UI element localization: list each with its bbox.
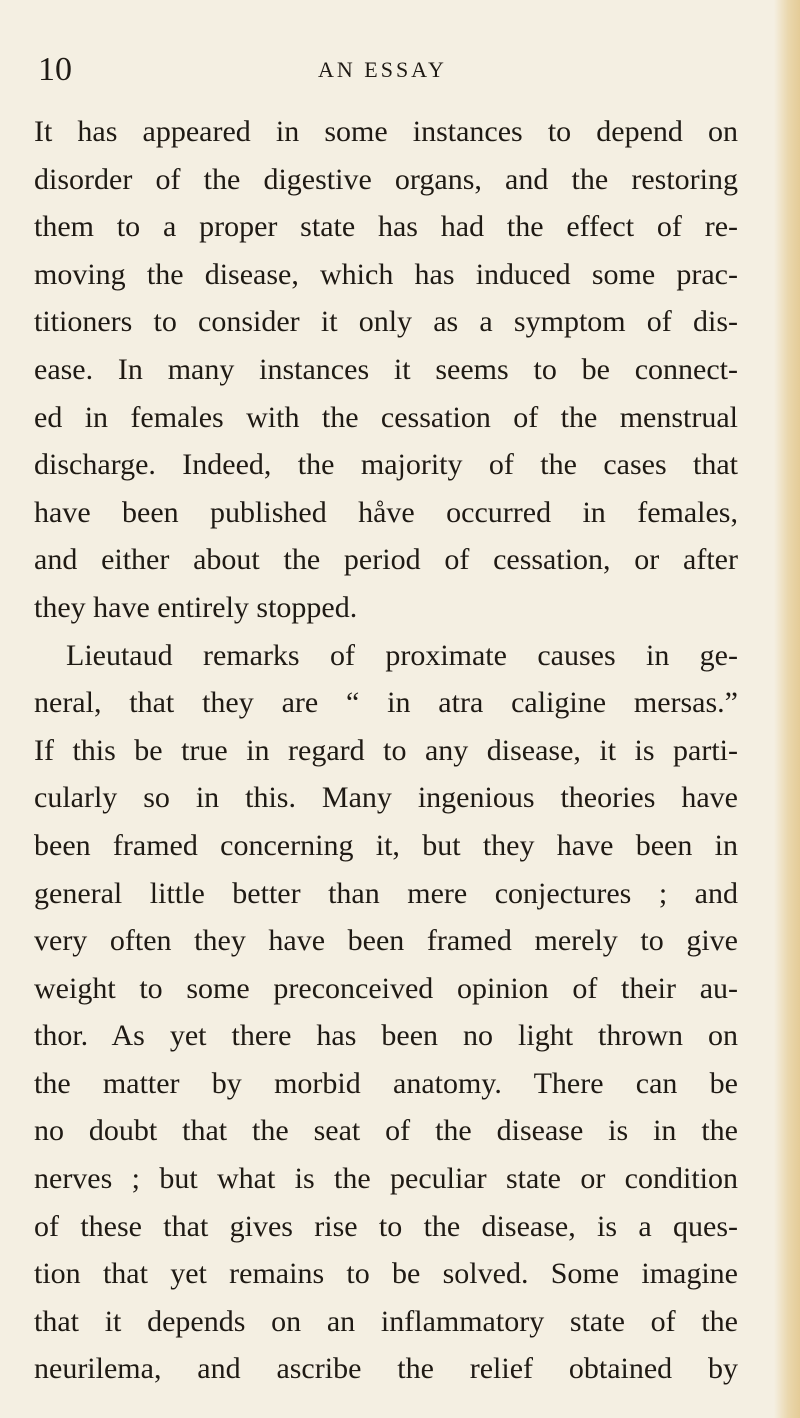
text-line: and either about the period of cessation, or after [34, 543, 738, 577]
body-text [34, 108, 738, 1393]
text-line: that it depends on an inflammatory state of the [34, 1304, 738, 1338]
text-line: moving the disease, which has induced some prac- [34, 257, 738, 291]
text-line: nerves ; but what is the peculiar state or condition [34, 1162, 738, 1196]
running-head: AN ESSAY [318, 57, 447, 82]
text-line: of these that gives rise to the disease, is a ques- [34, 1209, 738, 1243]
text-line: general little better than mere conjectures ; and [34, 876, 738, 910]
text-line: thor. As yet there has been no light thrown on [34, 1019, 738, 1053]
text-line: very often they have been framed merely to give [34, 924, 738, 958]
page-header [38, 50, 758, 90]
text-line: It has appeared in some instances to depend on [34, 115, 738, 148]
text-line: titioners to consider it only as a symptom of dis- [34, 305, 738, 339]
text-line: discharge. Indeed, the majority of the cases that [34, 448, 738, 482]
text-line: neurilema, and ascribe the relief obtained by [34, 1352, 738, 1386]
text-line: them to a proper state has had the effect of re- [34, 210, 738, 244]
text-line: no doubt that the seat of the disease is in the [34, 1114, 738, 1148]
text-line: the matter by morbid anatomy. There can be [34, 1066, 738, 1100]
page-edge-shadow [774, 0, 800, 1418]
text-line: tion that yet remains to be solved. Some imagine [34, 1257, 738, 1291]
text-line: cularly so in this. Many ingenious theories have [34, 781, 738, 815]
text-line: been framed concerning it, but they have been in [34, 828, 738, 862]
paragraph-start-line: Lieutaud remarks of proximate causes in ge- [66, 638, 738, 672]
text-line: have been published håve occurred in females, [34, 495, 738, 529]
text-line: If this be true in regard to any disease, it is parti- [34, 733, 738, 767]
text-line: they have entirely stopped. [34, 590, 358, 624]
text-line: disorder of the digestive organs, and the restoring [34, 162, 738, 196]
text-line: ease. In many instances it seems to be connect- [34, 352, 738, 386]
page-number: 10 [38, 51, 72, 88]
text-line: weight to some preconceived opinion of their au- [34, 971, 738, 1005]
text-line: neral, that they are “ in atra caligine mersas.” [34, 686, 738, 720]
text-line: ed in females with the cessation of the menstrual [34, 400, 738, 434]
